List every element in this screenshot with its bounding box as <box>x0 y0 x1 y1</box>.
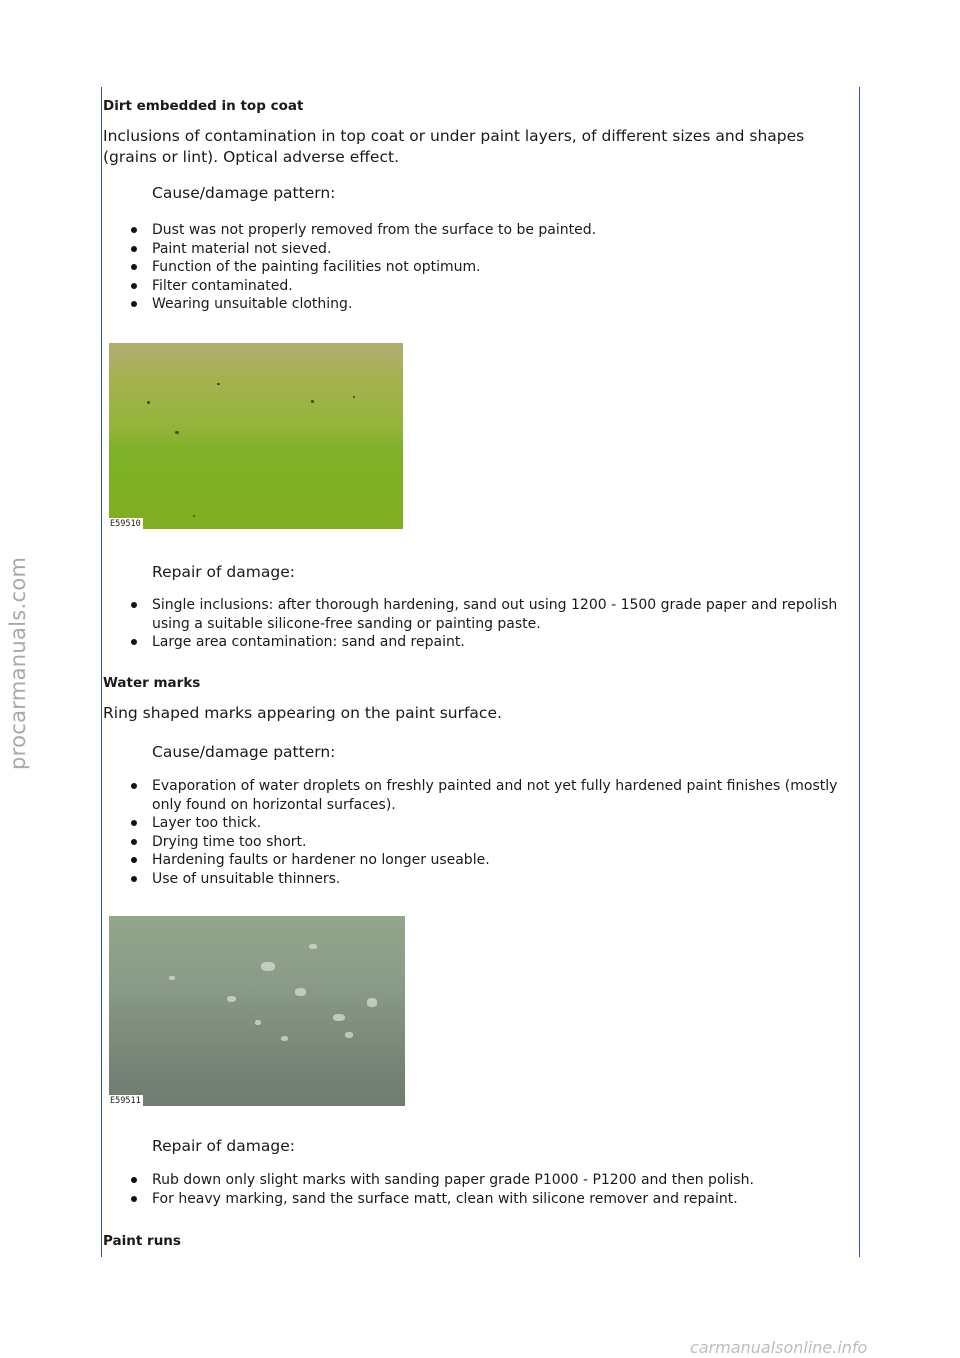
bullet-icon <box>131 602 137 608</box>
speck <box>193 515 195 517</box>
water-spot <box>295 988 306 996</box>
right-margin-rule <box>859 87 860 1257</box>
repair-label-water: Repair of damage: <box>152 1137 295 1155</box>
left-margin-rule <box>101 87 102 1257</box>
speck <box>175 431 179 434</box>
list-item: Dust was not properly removed from the surface to be painted. <box>103 221 855 240</box>
list-item: Paint material not sieved. <box>103 240 855 259</box>
image-caption: E59510 <box>110 519 141 529</box>
cause-label-water: Cause/damage pattern: <box>152 743 336 761</box>
bullet-icon <box>131 820 137 826</box>
cause-label-dirt: Cause/damage pattern: <box>152 184 336 202</box>
bullet-icon <box>131 227 137 233</box>
list-item: Evaporation of water droplets on freshly painted and not yet fully hardened paint finishes (mostly only found on horizontal surfaces). <box>103 777 855 814</box>
dirt-inclusion-photo <box>109 343 403 529</box>
bullet-icon <box>131 783 137 789</box>
water-spot <box>333 1014 345 1021</box>
list-item: Layer too thick. <box>103 814 855 833</box>
water-spot <box>309 944 317 949</box>
speck <box>353 396 355 398</box>
section-heading-runs: Paint runs <box>103 1233 181 1249</box>
bullet-icon <box>131 857 137 863</box>
water-spot <box>345 1032 353 1038</box>
bullet-icon <box>131 839 137 845</box>
section-description-dirt: Inclusions of contamination in top coat or under paint layers, of different sizes and shapes (grains or lint). Optical adverse effect. <box>103 127 805 166</box>
list-item: Filter contaminated. <box>103 277 855 296</box>
water-spot <box>261 962 275 971</box>
speck <box>311 400 314 403</box>
cause-list-dirt <box>103 221 855 314</box>
list-item: Function of the painting facilities not optimum. <box>103 258 855 277</box>
list-item: Drying time too short. <box>103 833 855 852</box>
bullet-icon <box>131 1196 137 1202</box>
water-spot <box>281 1036 288 1041</box>
speck <box>147 401 150 404</box>
bottom-watermark: carmanualsonline.info <box>690 1338 868 1357</box>
list-item: Rub down only slight marks with sanding paper grade P1000 - P1200 and then polish. <box>103 1171 855 1190</box>
repair-list-water <box>103 1171 855 1208</box>
list-item: For heavy marking, sand the surface matt, clean with silicone remover and repaint. <box>103 1190 855 1209</box>
section-heading-dirt: Dirt embedded in top coat <box>103 98 304 114</box>
bullet-icon <box>131 301 137 307</box>
list-item: Use of unsuitable thinners. <box>103 870 855 889</box>
list-item: Wearing unsuitable clothing. <box>103 295 855 314</box>
list-item: Single inclusions: after thorough hardening, sand out using 1200 - 1500 grade paper and repolish using a suitable silicone-free sanding or painting paste. <box>103 596 855 633</box>
repair-list-dirt <box>103 596 855 652</box>
bullet-icon <box>131 1177 137 1183</box>
water-spot <box>255 1020 261 1025</box>
water-marks-photo <box>109 916 405 1106</box>
repair-label-dirt: Repair of damage: <box>152 563 295 581</box>
speck <box>217 383 220 385</box>
bullet-icon <box>131 283 137 289</box>
water-spot <box>227 996 236 1002</box>
list-item: Large area contamination: sand and repaint. <box>103 633 855 652</box>
water-spot <box>367 998 377 1007</box>
section-heading-water: Water marks <box>103 675 201 691</box>
bullet-icon <box>131 246 137 252</box>
bullet-icon <box>131 639 137 645</box>
section-description-water: Ring shaped marks appearing on the paint surface. <box>103 704 502 722</box>
cause-list-water <box>103 777 855 888</box>
image-caption: E59511 <box>110 1096 141 1106</box>
bullet-icon <box>131 876 137 882</box>
water-spot <box>169 976 175 980</box>
bullet-icon <box>131 264 137 270</box>
list-item: Hardening faults or hardener no longer useable. <box>103 851 855 870</box>
side-watermark: procarmanuals.com <box>6 556 30 770</box>
